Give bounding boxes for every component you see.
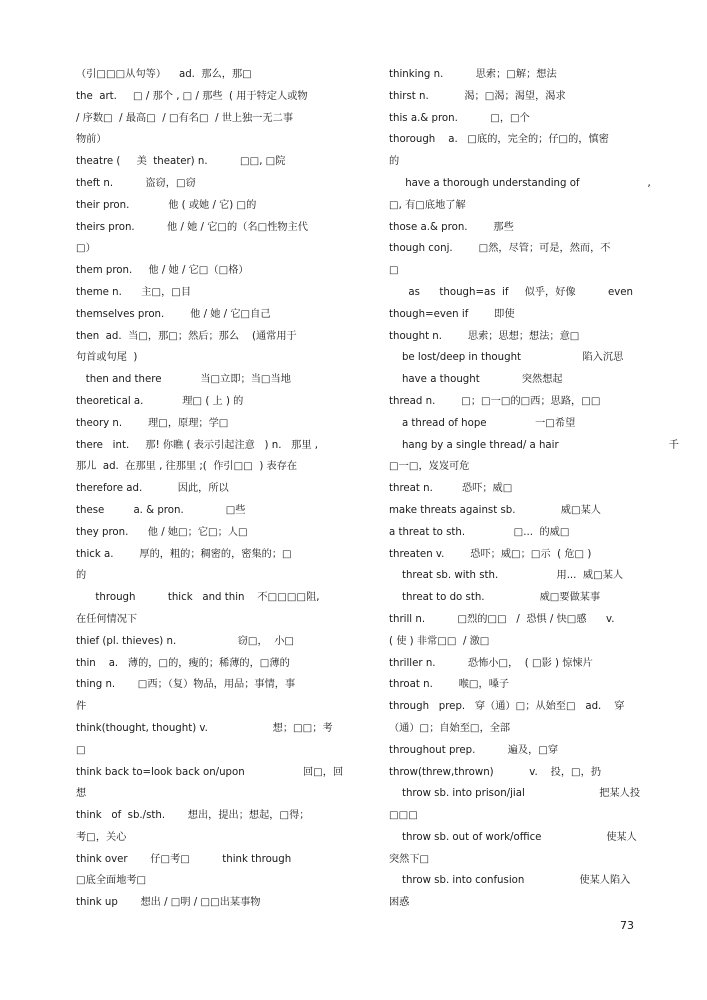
text-line: theatre ( 美 theater) n. □□, □院 <box>76 156 286 168</box>
text-line: / 序数□ / 最高□ / □有名□ / 世上独一无二事 <box>76 112 294 124</box>
text-line: a threat to sth. □... 的威□ <box>389 526 570 538</box>
text-line: think(thought, thought) v. 想；□□；考 <box>76 722 333 734</box>
text-line: the art. □ / 那个 , □ / 那些 ( 用于特定人或物 <box>76 90 308 102</box>
page-number: 73 <box>620 919 634 932</box>
text-line: a thread of hope 一□希望 <box>389 417 576 429</box>
text-line: thrill n. □烈的□□ / 恐惧 / 快□感 v. <box>389 613 615 625</box>
text-line: these a. & pron. □些 <box>76 504 246 516</box>
text-line: throat n. 喉□，嗓子 <box>389 679 510 691</box>
text-line: thought n. 思索；思想；想法；意□ <box>389 330 580 342</box>
text-line: threat to do sth. 威□要做某事 <box>389 592 601 604</box>
text-line: threat n. 恐吓；威□ <box>389 483 513 495</box>
text-line: through thick and thin 不□□□□阻, <box>76 592 320 604</box>
text-line: make threats against sb. 威□某人 <box>389 504 601 516</box>
text-line: 突然下□ <box>389 853 430 865</box>
text-line: them pron. 他 / 她 / 它□（□格） <box>76 265 249 277</box>
text-line: thief (pl. thieves) n. 窃□， 小□ <box>76 635 295 647</box>
text-line: there int. 那! 你瞧 ( 表示引起注意 ) n. 那里 , <box>76 439 319 451</box>
text-line: thirst n. 渴；□渴；渴望，渴求 <box>389 90 566 102</box>
text-line: thinking n. 思索；□解；想法 <box>389 69 557 80</box>
text-line: therefore ad. 因此，所以 <box>76 483 229 495</box>
text-line: they pron. 他 / 她□；它□；人□ <box>76 526 248 538</box>
text-line: throughout prep. 遍及，□穿 <box>389 744 559 756</box>
text-line: hang by a single thread/ a hair 千 <box>389 439 679 451</box>
text-line: thin a. 薄的，□的，瘦的；稀薄的，□薄的 <box>76 657 290 669</box>
text-line: □） <box>76 243 96 255</box>
text-line: then and there 当□立即；当□当地 <box>76 374 291 386</box>
text-line: themselves pron. 他 / 她 / 它□自己 <box>76 308 271 320</box>
text-line: □一□，岌岌可危 <box>389 461 470 473</box>
text-line: 物前） <box>76 134 107 146</box>
text-line: theoretical a. 理□ ( 上 ) 的 <box>76 395 244 407</box>
text-line: theft n. 盗窃，□窃 <box>76 177 196 189</box>
text-line: have a thought 突然想起 <box>389 374 563 386</box>
text-line: 那儿 ad. 在那里 , 往那里 ;( 作引□□ ) 表存在 <box>76 461 298 473</box>
text-line: though=even if 即使 <box>389 308 515 320</box>
text-line: threat sb. with sth. 用... 威□某人 <box>389 570 624 582</box>
text-line: be lost/deep in thought 陷入沉思 <box>389 352 624 364</box>
text-line: have a thorough understanding of , <box>389 177 651 189</box>
text-line: think of sb./sth. 想出，提出；想起，□得； <box>76 810 310 822</box>
text-line: theory n. 理□，原理；学□ <box>76 417 229 429</box>
text-line: 考□，关心 <box>76 831 127 843</box>
text-line: their pron. 他 ( 或她 / 它) □的 <box>76 199 257 211</box>
text-line: think up 想出 / □明 / □□出某事物 <box>76 897 261 909</box>
text-line: □底全面地考□ <box>76 875 147 887</box>
text-line: thriller n. 恐怖小□， ( □影 ) 惊悚片 <box>389 657 593 669</box>
text-line: through prep. 穿（通）□；从始至□ ad. 穿 <box>389 701 625 713</box>
text-line: ( 使 ) 非常□□ / 激□ <box>389 635 490 647</box>
text-line: □ <box>389 265 399 277</box>
text-line: 句首或句尾 ) <box>76 352 138 364</box>
text-line: think back to=look back on/upon 回□，回 <box>76 766 344 778</box>
text-line: □□□ <box>389 810 418 822</box>
text-line: thread n. □；□一□的□西；思路，□□ <box>389 395 601 407</box>
text-line: threaten v. 恐吓；威□；□示 ( 危□ ) <box>389 548 592 560</box>
text-line: throw sb. out of work/office 使某人 <box>389 831 637 843</box>
text-line: then ad. 当□，那□；然后；那么 (通常用于 <box>76 330 297 342</box>
text-line: 困惑 <box>389 897 410 909</box>
text-line: theirs pron. 他 / 她 / 它□的（名□性物主代 <box>76 221 308 233</box>
text-line: 在任何情况下 <box>76 613 138 625</box>
text-line: （引□□□从句等） ad. 那么，那□ <box>76 69 252 80</box>
text-line: throw sb. into prison/jial 把某人投 <box>389 788 641 800</box>
text-line: those a.& pron. 那些 <box>389 221 514 233</box>
text-line: thick a. 厚的，粗的；稠密的，密集的；□ <box>76 548 292 560</box>
left-column <box>76 64 344 914</box>
right-column <box>389 64 679 914</box>
text-line: （通）□；自始至□，全部 <box>389 722 511 734</box>
text-line: □, 有□底地了解 <box>389 199 466 211</box>
text-line: 想 <box>76 788 87 800</box>
text-line: throw(threw,thrown) v. 投，□，扔 <box>389 766 602 778</box>
text-line: 件 <box>76 701 87 713</box>
text-line: though conj. □然，尽管；可是，然而，不 <box>389 243 611 255</box>
text-line: 的 <box>389 156 400 168</box>
text-line: thing n. □西；（复）物品，用品；事情，事 <box>76 679 296 691</box>
text-line: as though=as if 似乎，好像 even <box>389 286 633 298</box>
text-line: theme n. 主□，□目 <box>76 286 192 298</box>
text-line: □ <box>76 744 86 756</box>
text-line: throw sb. into confusion 使某人陷入 <box>389 875 631 887</box>
text-line: this a.& pron. □，□个 <box>389 112 530 124</box>
text-line: 的 <box>76 570 87 582</box>
text-line: thorough a. □底的，完全的；仔□的，慎密 <box>389 134 609 146</box>
text-line: think over 仔□考□ think through <box>76 853 292 865</box>
